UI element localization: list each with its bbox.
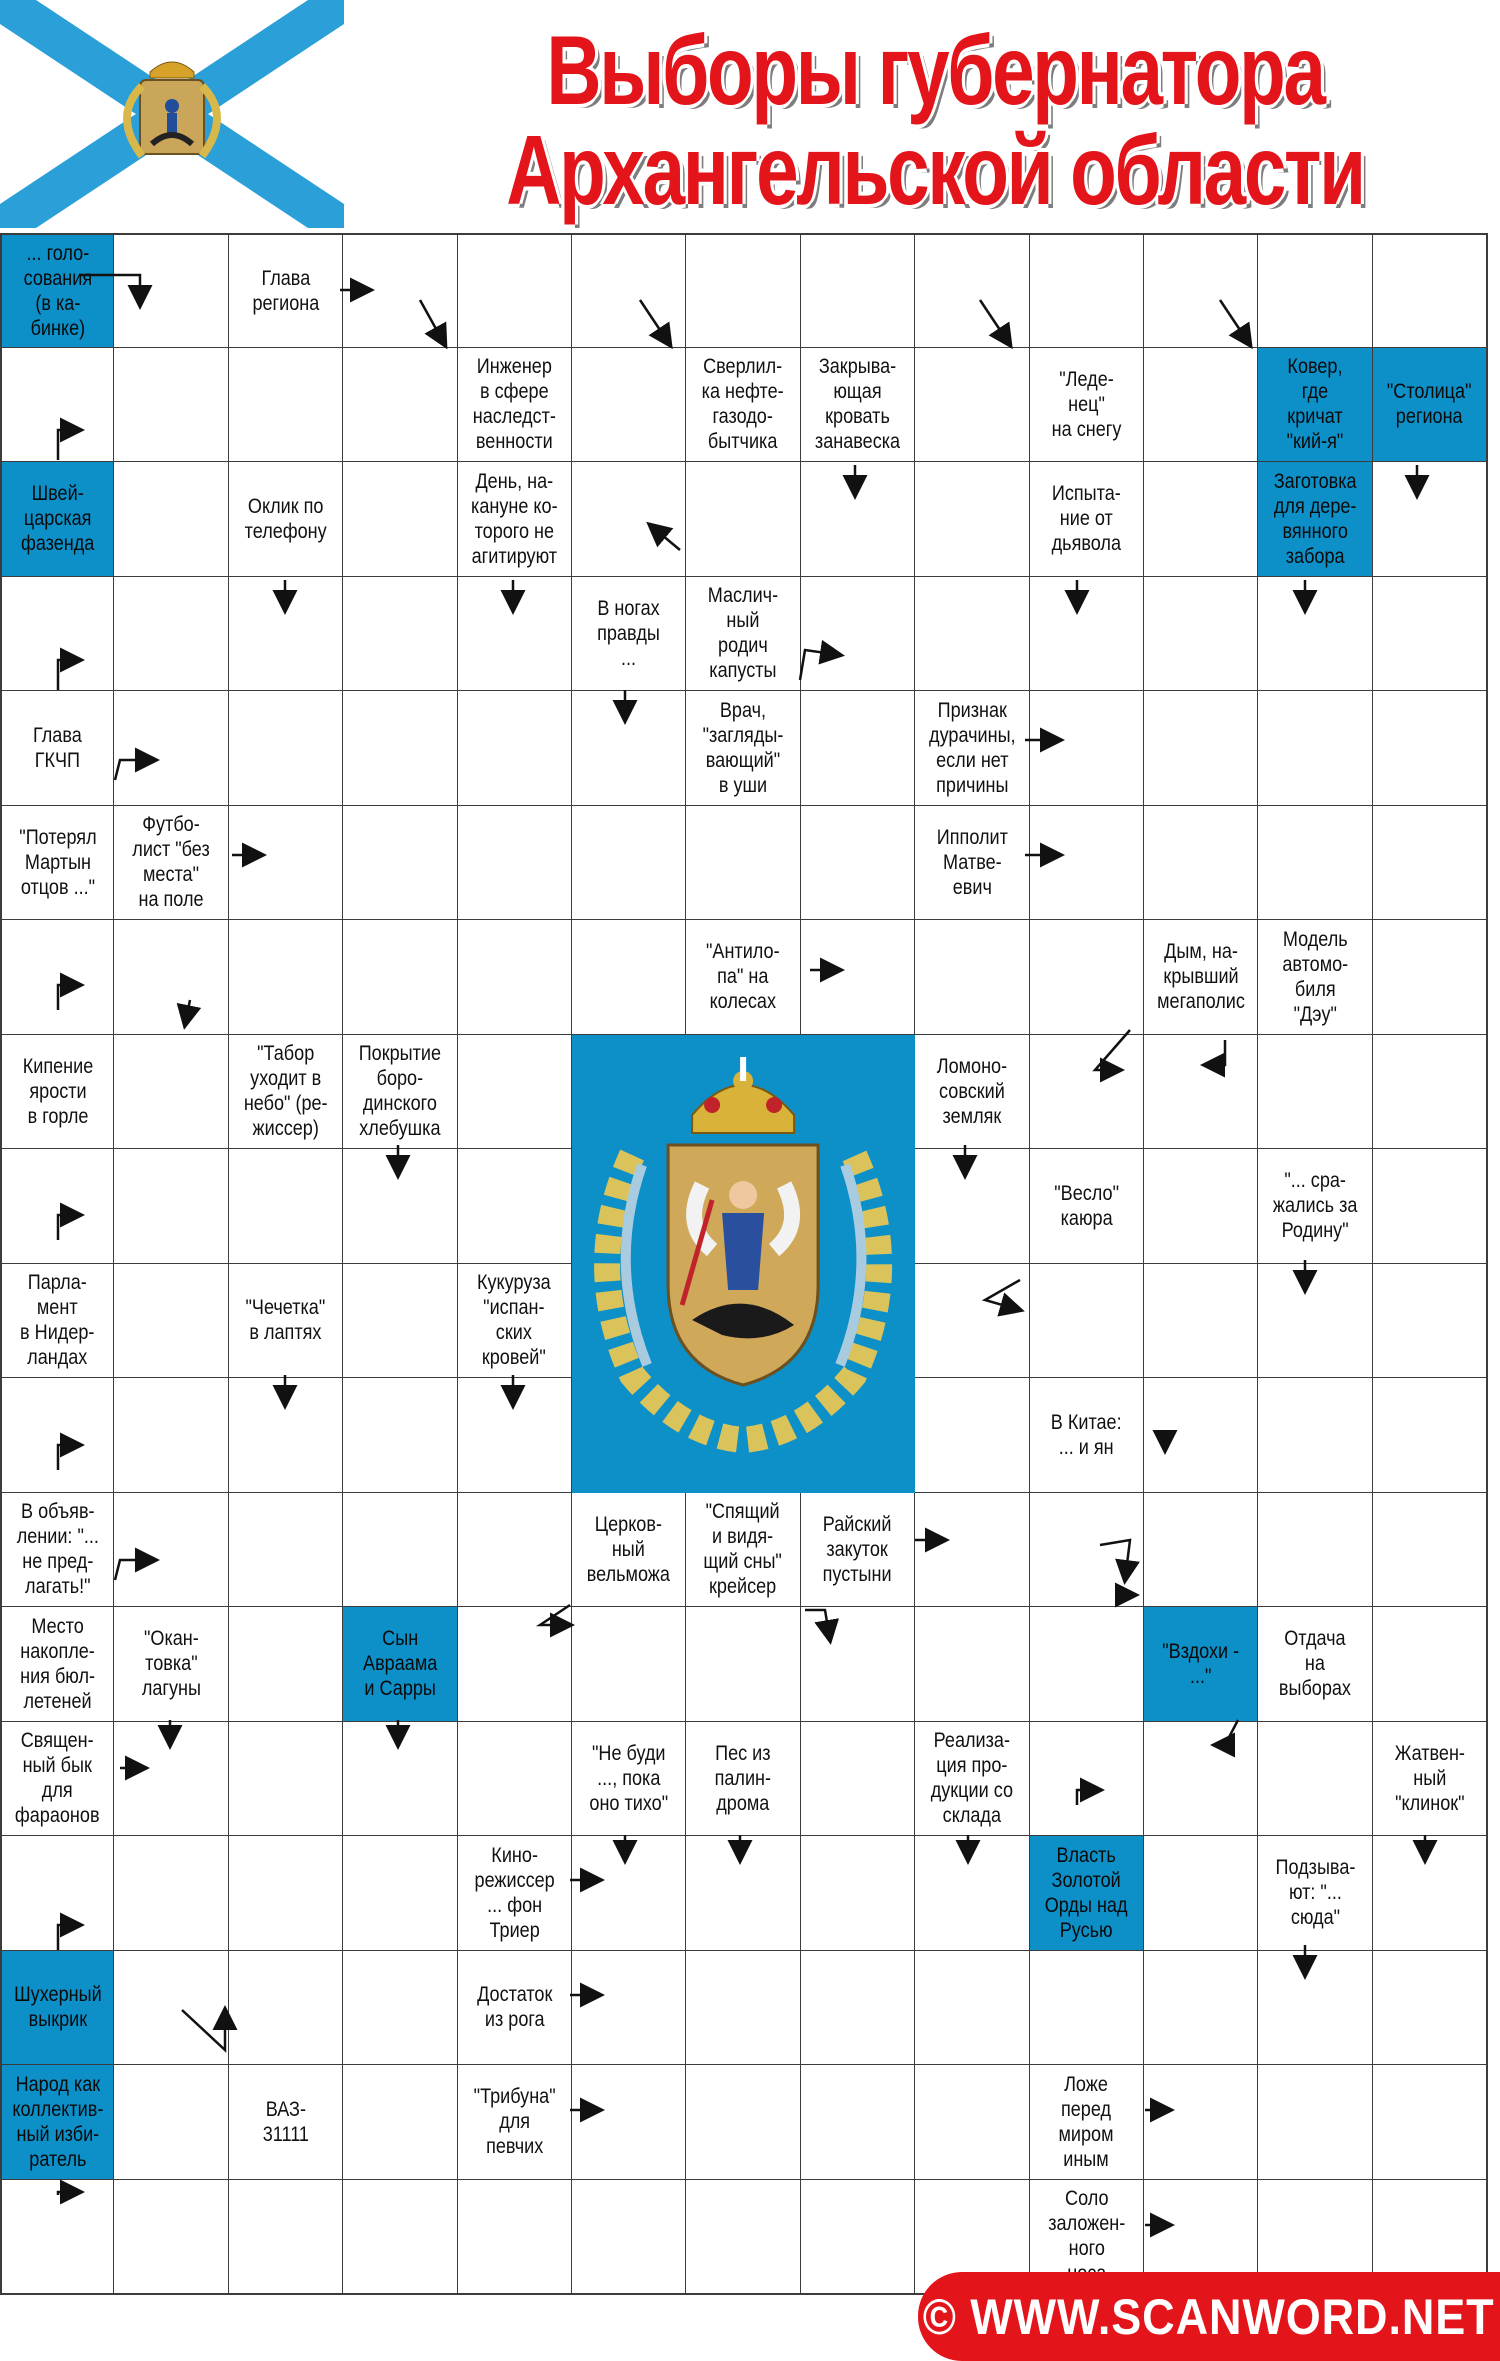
clue-text: "Весло" каюра: [1053, 1181, 1119, 1230]
answer-cell[interactable]: [0, 1149, 115, 1265]
arkhangelsk-flag-icon: [0, 0, 344, 228]
clue-cell: [229, 462, 344, 578]
answer-cell[interactable]: [343, 1493, 458, 1609]
clue-text: Соло заложен- ного: [1047, 2187, 1125, 2261]
answer-cell[interactable]: [572, 2180, 687, 2296]
answer-cell[interactable]: [343, 1722, 458, 1838]
answer-cell[interactable]: [343, 920, 458, 1036]
clue-text: "Антило- па" на колесах: [706, 940, 780, 1014]
clue-cell: [114, 806, 229, 922]
answer-cell[interactable]: [1030, 1035, 1145, 1151]
answer-cell[interactable]: [1144, 577, 1259, 693]
clue-cell: [1258, 1836, 1373, 1952]
answer-cell[interactable]: [915, 1149, 1030, 1265]
answer-cell[interactable]: [0, 920, 115, 1036]
clue-text: Футбо- лист "без места" на поле: [132, 813, 210, 912]
clue-cell: [686, 577, 801, 693]
clue-cell: [0, 1035, 115, 1151]
clue-text: Парла- мент в Нидер- ландах: [20, 1271, 95, 1370]
answer-cell[interactable]: [801, 691, 916, 807]
answer-cell[interactable]: [458, 806, 573, 922]
answer-cell[interactable]: [114, 920, 229, 1036]
answer-cell[interactable]: [572, 920, 687, 1036]
answer-cell[interactable]: [343, 691, 458, 807]
answer-cell[interactable]: [1373, 1035, 1488, 1151]
answer-cell[interactable]: [1030, 691, 1145, 807]
answer-cell[interactable]: [1258, 806, 1373, 922]
answer-cell[interactable]: [0, 1836, 115, 1952]
clue-cell: [0, 1722, 115, 1838]
clue-text: В Китае: ... и ян: [1050, 1410, 1122, 1459]
clue-cell: [915, 691, 1030, 807]
answer-cell[interactable]: [1144, 1493, 1259, 1609]
clue-text: День, на- кануне ко- торого не агитируют: [471, 469, 558, 568]
answer-cell[interactable]: [1258, 2065, 1373, 2181]
clue-cell: [915, 1035, 1030, 1151]
clue-cell: [0, 1264, 115, 1380]
clue-cell: [0, 1607, 115, 1723]
clue-text: Подзыва- ют: "... сюда": [1275, 1856, 1356, 1930]
answer-cell[interactable]: [114, 1836, 229, 1952]
answer-cell[interactable]: [114, 348, 229, 464]
answer-cell[interactable]: [1144, 1951, 1259, 2067]
answer-cell[interactable]: [1373, 691, 1488, 807]
footer-link[interactable]: © WWW.SCANWORD.NET: [923, 2288, 1495, 2345]
answer-cell[interactable]: [343, 1951, 458, 2067]
clue-cell: [0, 1493, 115, 1609]
answer-cell[interactable]: [1258, 1035, 1373, 1151]
clue-cell: [686, 1722, 801, 1838]
answer-cell[interactable]: [801, 2180, 916, 2296]
clue-text: Достаток из рога: [476, 1983, 552, 2032]
answer-cell[interactable]: [114, 1493, 229, 1609]
answer-cell[interactable]: [572, 691, 687, 807]
clue-cell: [1030, 462, 1145, 578]
answer-cell[interactable]: [458, 2180, 573, 2296]
answer-cell[interactable]: [229, 691, 344, 807]
answer-cell[interactable]: [1030, 577, 1145, 693]
answer-cell[interactable]: [1373, 1149, 1488, 1265]
clue-text: "Столица" региона: [1387, 380, 1472, 429]
clue-cell: [1144, 1607, 1259, 1723]
clue-text: "Не буди ..., пока оно тихо": [589, 1741, 669, 1815]
answer-cell[interactable]: [1144, 1149, 1259, 1265]
clue-text: Реализа- ция про- дукции со склада: [930, 1729, 1014, 1828]
answer-cell[interactable]: [1258, 1493, 1373, 1609]
answer-cell[interactable]: [915, 1493, 1030, 1609]
answer-cell[interactable]: [686, 806, 801, 922]
clue-cell: [572, 1722, 687, 1838]
clue-text: Жатвен- ный "клинок": [1394, 1741, 1465, 1815]
footer-banner[interactable]: [918, 2272, 1500, 2361]
answer-cell[interactable]: [801, 2065, 916, 2181]
clue-cell: [0, 462, 115, 578]
answer-cell[interactable]: [458, 233, 573, 349]
clue-text: Место накопле- ния бюл- летеней: [20, 1614, 96, 1713]
clue-text: "Потерял Мартын отцов ...": [19, 825, 97, 899]
answer-cell[interactable]: [801, 920, 916, 1036]
clue-text: Сверлил- ка нефте- газодо- бытчика: [702, 355, 785, 454]
answer-cell[interactable]: [114, 1264, 229, 1380]
answer-cell[interactable]: [801, 1607, 916, 1723]
answer-cell[interactable]: [686, 233, 801, 349]
answer-cell[interactable]: [915, 348, 1030, 464]
answer-cell[interactable]: [114, 2180, 229, 2296]
clue-cell: [686, 920, 801, 1036]
clue-text: Дым, на- крывший мегаполис: [1156, 940, 1245, 1014]
answer-cell[interactable]: [1144, 1035, 1259, 1151]
clue-text: Райский закуток пустыни: [823, 1512, 892, 1586]
answer-cell[interactable]: [915, 462, 1030, 578]
answer-cell[interactable]: [1030, 1607, 1145, 1723]
answer-cell[interactable]: [114, 1035, 229, 1151]
clue-cell: [1144, 920, 1259, 1036]
page-title: [502, 15, 1368, 225]
answer-cell[interactable]: [1258, 577, 1373, 693]
answer-cell[interactable]: [801, 233, 916, 349]
answer-cell[interactable]: [915, 1378, 1030, 1494]
answer-cell[interactable]: [114, 2065, 229, 2181]
clue-cell: [1258, 1607, 1373, 1723]
answer-cell[interactable]: [458, 1722, 573, 1838]
clue-cell: [1030, 2065, 1145, 2181]
answer-cell[interactable]: [114, 462, 229, 578]
answer-cell[interactable]: [915, 577, 1030, 693]
clue-text: Церков- ный вельможа: [587, 1512, 671, 1586]
clue-cell: [114, 1607, 229, 1723]
answer-cell[interactable]: [229, 1951, 344, 2067]
clue-text: Модель автомо- биля "Дэу": [1282, 927, 1349, 1026]
answer-cell[interactable]: [801, 1951, 916, 2067]
clue-cell: [0, 1951, 115, 2067]
answer-cell[interactable]: [343, 462, 458, 578]
answer-cell[interactable]: [915, 920, 1030, 1036]
clue-cell: [458, 1951, 573, 2067]
clue-cell: [1258, 1149, 1373, 1265]
answer-cell[interactable]: [114, 233, 229, 349]
clue-text: "Трибуна" для певчих: [473, 2085, 556, 2159]
clue-cell: [458, 2065, 573, 2181]
clue-text: Оклик по телефону: [244, 494, 327, 543]
answer-cell[interactable]: [229, 2180, 344, 2296]
answer-cell[interactable]: [229, 920, 344, 1036]
answer-cell[interactable]: [1373, 462, 1488, 578]
clue-cell: [686, 348, 801, 464]
clue-text: Ложе перед миром иным: [1058, 2072, 1114, 2171]
answer-cell[interactable]: [343, 577, 458, 693]
clue-cell: [229, 1264, 344, 1380]
answer-cell[interactable]: [1258, 1378, 1373, 1494]
clue-cell: [229, 233, 344, 349]
answer-cell[interactable]: [1373, 1378, 1488, 1494]
clue-cell: [458, 348, 573, 464]
answer-cell[interactable]: [229, 1607, 344, 1723]
answer-cell[interactable]: [1030, 1493, 1145, 1609]
answer-cell[interactable]: [1030, 1951, 1145, 2067]
clue-cell: [458, 462, 573, 578]
answer-cell[interactable]: [229, 348, 344, 464]
clue-text: "Окан- товка" лагуны: [141, 1627, 201, 1701]
clue-text: Отдача на выборах: [1279, 1627, 1352, 1701]
title-line-2: Архангельской области: [506, 115, 1364, 225]
clue-text: ... голо- сования (в ка- бинке): [23, 241, 92, 340]
answer-cell[interactable]: [1373, 1836, 1488, 1952]
answer-cell[interactable]: [0, 577, 115, 693]
answer-cell[interactable]: [1144, 1378, 1259, 1494]
answer-cell[interactable]: [343, 806, 458, 922]
answer-cell[interactable]: [229, 1722, 344, 1838]
answer-cell[interactable]: [0, 1378, 115, 1494]
answer-cell[interactable]: [458, 1493, 573, 1609]
clue-cell: [1030, 348, 1145, 464]
answer-cell[interactable]: [915, 1836, 1030, 1952]
answer-cell[interactable]: [343, 1836, 458, 1952]
answer-cell[interactable]: [915, 1607, 1030, 1723]
answer-cell[interactable]: [1373, 2065, 1488, 2181]
answer-cell[interactable]: [229, 577, 344, 693]
answer-cell[interactable]: [572, 1836, 687, 1952]
answer-cell[interactable]: [1258, 691, 1373, 807]
answer-cell[interactable]: [1144, 1836, 1259, 1952]
answer-cell[interactable]: [229, 806, 344, 922]
clue-text: Кино- режиссер ... фон Триер: [474, 1843, 555, 1942]
answer-cell[interactable]: [572, 462, 687, 578]
answer-cell[interactable]: [686, 2180, 801, 2296]
clue-cell: [0, 233, 115, 349]
answer-cell[interactable]: [686, 1836, 801, 1952]
answer-cell[interactable]: [114, 691, 229, 807]
answer-cell[interactable]: [572, 806, 687, 922]
clue-cell: [458, 1264, 573, 1380]
answer-cell[interactable]: [1030, 233, 1145, 349]
clue-text: Ипполит Матве- евич: [936, 825, 1008, 899]
clue-cell: [801, 1493, 916, 1609]
clue-text: Власть Золотой Орды над Русью: [1044, 1843, 1128, 1942]
answer-cell[interactable]: [1258, 1264, 1373, 1380]
clue-text: "Спящий и видя- щий сны" крейсер: [703, 1500, 783, 1599]
answer-cell[interactable]: [0, 2180, 115, 2296]
clue-text: Ковер, где кричат "кий-я": [1286, 355, 1344, 454]
answer-cell[interactable]: [343, 348, 458, 464]
clue-text: "Табор уходит в небо" (ре- жиссер): [243, 1042, 328, 1141]
clue-cell: [572, 577, 687, 693]
arkhangelsk-coat-of-arms-icon: [572, 1035, 915, 1493]
clue-text: Глава ГКЧП: [33, 723, 83, 772]
answer-cell[interactable]: [572, 1951, 687, 2067]
answer-cell[interactable]: [229, 1378, 344, 1494]
answer-cell[interactable]: [1144, 691, 1259, 807]
answer-cell[interactable]: [1030, 1722, 1145, 1838]
clue-text: "Леде- нец" на снегу: [1051, 367, 1122, 441]
answer-cell[interactable]: [114, 1722, 229, 1838]
clue-cell: [801, 348, 916, 464]
clue-text: Покрытие боро- динского хлебушка: [358, 1042, 442, 1141]
answer-cell[interactable]: [1373, 1607, 1488, 1723]
clue-cell: [229, 2065, 344, 2181]
answer-cell[interactable]: [1373, 1493, 1488, 1609]
answer-cell[interactable]: [458, 1149, 573, 1265]
answer-cell[interactable]: [343, 2065, 458, 2181]
answer-cell[interactable]: [114, 1378, 229, 1494]
clue-text: Шухерный выкрик: [13, 1983, 102, 2032]
answer-cell[interactable]: [1144, 348, 1259, 464]
answer-cell[interactable]: [1373, 806, 1488, 922]
clue-text: Врач, "загляды- вающий" в уши: [702, 698, 784, 797]
answer-cell[interactable]: [1373, 920, 1488, 1036]
clue-cell: [1258, 462, 1373, 578]
answer-cell[interactable]: [1144, 2065, 1259, 2181]
clue-text: В объяв- лении: "... не пред- лагать!": [16, 1500, 99, 1599]
clue-text: Кукуруза "испан- ских кровей": [477, 1271, 552, 1370]
answer-cell[interactable]: [572, 233, 687, 349]
clue-text: Признак дурачины, если нет причины: [928, 698, 1016, 797]
clue-text: Закрыва- ющая кровать занавеска: [814, 355, 901, 454]
clue-text: Кипение ярости в горле: [22, 1054, 93, 1128]
answer-cell[interactable]: [114, 1149, 229, 1265]
emblem-panel: [572, 1035, 915, 1493]
clue-cell: [1258, 348, 1373, 464]
answer-cell[interactable]: [1258, 1722, 1373, 1838]
clue-cell: [458, 1836, 573, 1952]
clue-text: Испыта- ние от дьявола: [1051, 482, 1121, 556]
answer-cell[interactable]: [801, 577, 916, 693]
answer-cell[interactable]: [229, 1493, 344, 1609]
answer-cell[interactable]: [1373, 1264, 1488, 1380]
answer-cell[interactable]: [686, 462, 801, 578]
answer-cell[interactable]: [458, 577, 573, 693]
clue-cell: [1373, 1722, 1488, 1838]
answer-cell[interactable]: [1144, 1264, 1259, 1380]
answer-cell[interactable]: [572, 348, 687, 464]
answer-cell[interactable]: [458, 1035, 573, 1151]
answer-cell[interactable]: [114, 577, 229, 693]
clue-text: Маслич- ный родич капусты: [707, 584, 779, 683]
clue-text: Пес из палин- дрома: [714, 1741, 772, 1815]
answer-cell[interactable]: [343, 233, 458, 349]
clue-cell: [0, 806, 115, 922]
clue-cell: [686, 1493, 801, 1609]
answer-cell[interactable]: [343, 1264, 458, 1380]
answer-cell[interactable]: [229, 1149, 344, 1265]
answer-cell[interactable]: [1144, 1722, 1259, 1838]
answer-cell[interactable]: [458, 1378, 573, 1494]
clue-text: Швей- царская фазенда: [21, 482, 95, 556]
clue-cell: [572, 1493, 687, 1609]
answer-cell[interactable]: [114, 1951, 229, 2067]
clue-cell: [1030, 1149, 1145, 1265]
answer-cell[interactable]: [1144, 462, 1259, 578]
clue-text: Глава региона: [252, 266, 319, 315]
answer-cell[interactable]: [1030, 1264, 1145, 1380]
answer-cell[interactable]: [572, 1607, 687, 1723]
clue-cell: [915, 1722, 1030, 1838]
answer-cell[interactable]: [915, 233, 1030, 349]
answer-cell[interactable]: [1373, 1951, 1488, 2067]
answer-cell[interactable]: [572, 2065, 687, 2181]
clue-cell: [1373, 348, 1488, 464]
clue-cell: [0, 691, 115, 807]
scanword-grid: [0, 233, 1487, 2294]
answer-cell[interactable]: [1373, 233, 1488, 349]
answer-cell[interactable]: [1030, 806, 1145, 922]
clue-cell: [343, 1607, 458, 1723]
clue-text: "... сра- жались за Родину": [1272, 1169, 1358, 1243]
clue-text: Народ как коллектив- ный изби- ратель: [12, 2072, 104, 2171]
answer-cell[interactable]: [686, 1607, 801, 1723]
answer-cell[interactable]: [458, 920, 573, 1036]
answer-cell[interactable]: [458, 1607, 573, 1723]
answer-cell[interactable]: [801, 1722, 916, 1838]
clue-cell: [1258, 920, 1373, 1036]
answer-cell[interactable]: [343, 2180, 458, 2296]
clue-cell: [0, 2065, 115, 2181]
clue-text: ВАЗ- 31111: [262, 2097, 309, 2146]
answer-cell[interactable]: [915, 1951, 1030, 2067]
answer-cell[interactable]: [915, 1264, 1030, 1380]
title-line-1: Выборы губернатора: [546, 15, 1324, 125]
clue-cell: [1030, 1836, 1145, 1952]
clue-text: Сын Авраама и Сарры: [362, 1627, 438, 1701]
clue-text: Инженер в сфере наследст- венности: [472, 355, 556, 454]
answer-cell[interactable]: [1144, 806, 1259, 922]
answer-cell[interactable]: [343, 1378, 458, 1494]
clue-cell: [686, 691, 801, 807]
answer-cell[interactable]: [801, 462, 916, 578]
answer-cell[interactable]: [686, 2065, 801, 2181]
answer-cell[interactable]: [801, 806, 916, 922]
answer-cell[interactable]: [1373, 577, 1488, 693]
answer-cell[interactable]: [0, 348, 115, 464]
clue-text: "Вздохи - ...": [1162, 1639, 1240, 1688]
answer-cell[interactable]: [343, 1149, 458, 1265]
clue-cell: [1030, 1378, 1145, 1494]
clue-text: Заготовка для дере- вянного забора: [1273, 469, 1357, 568]
clue-text: "Чечетка" в лаптях: [245, 1296, 326, 1345]
clue-text: В ногах правды ...: [597, 596, 661, 670]
answer-cell[interactable]: [458, 691, 573, 807]
clue-text: Священ- ный бык для фараонов: [15, 1729, 101, 1828]
answer-cell[interactable]: [1144, 233, 1259, 349]
clue-cell: [229, 1035, 344, 1151]
answer-cell[interactable]: [1258, 233, 1373, 349]
clue-cell: [915, 806, 1030, 922]
answer-cell[interactable]: [229, 1836, 344, 1952]
clue-cell: [343, 1035, 458, 1151]
answer-cell[interactable]: [915, 2065, 1030, 2181]
answer-cell[interactable]: [686, 1951, 801, 2067]
answer-cell[interactable]: [1030, 920, 1145, 1036]
answer-cell[interactable]: [1258, 1951, 1373, 2067]
answer-cell[interactable]: [801, 1836, 916, 1952]
clue-text: Ломоно- совский земляк: [936, 1054, 1008, 1128]
